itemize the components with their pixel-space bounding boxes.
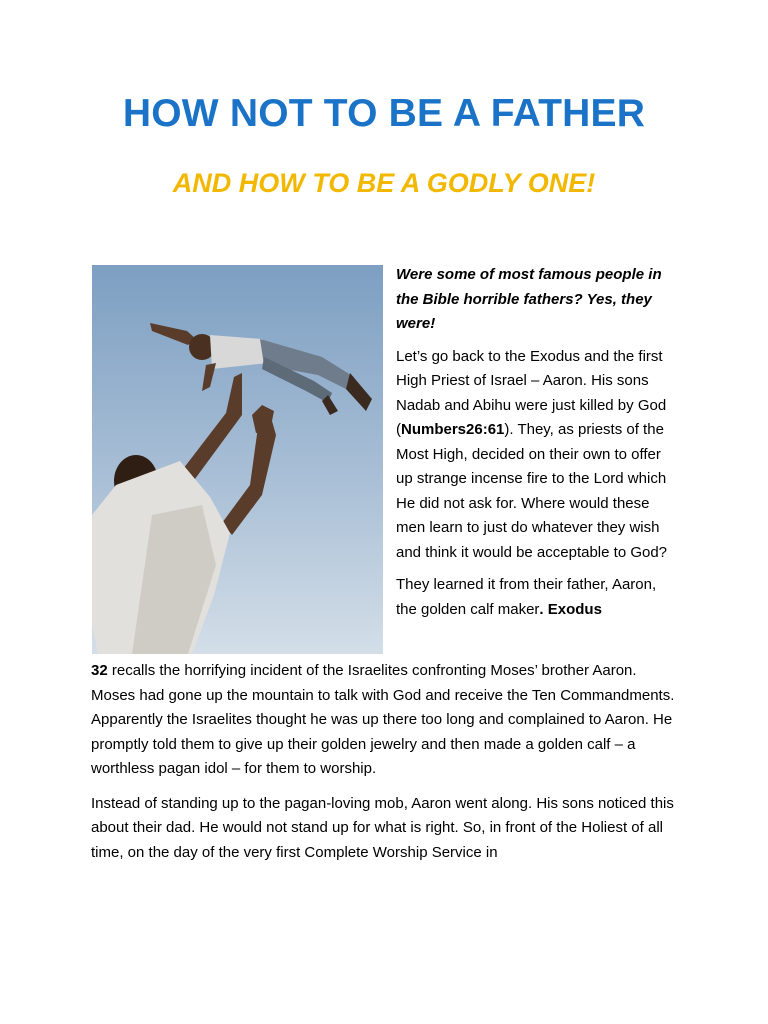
paragraph-text: ). They, as priests of the Most High, decided on their own to offer up strange incense fire to the Lord which He did not ask for. Where would these men learn to just do whatever they wish and think it would be acceptable to God? bbox=[396, 421, 668, 561]
page-title: HOW NOT TO BE A FATHER bbox=[122, 92, 646, 135]
scripture-reference: Numbers26:61 bbox=[401, 421, 505, 438]
father-throwing-child-photo bbox=[92, 265, 383, 654]
page-subtitle: AND HOW TO BE A GODLY ONE! bbox=[172, 168, 596, 198]
article-paragraph-3: Instead of standing up to the pagan-loving mob, Aaron went along. His sons noticed this about their dad. He would not stand up for what is right. So, in front of the Holiest of all time, on the day of the very first Complete Worship Service in bbox=[91, 794, 674, 861]
article-paragraph-2-start bbox=[396, 573, 678, 622]
paragraph-text: recalls the horrifying incident of the Israelites confronting Moses’ brother Aaron. Moses had gone up the mountain to talk with God and receive the Ten Commandments. Apparently the Israelites thought he was up there too long and complained to Aaron. He promptly told them to give up their golden jewelry and then made a golden calf – a worthless pagan idol – for them to worship. bbox=[91, 662, 675, 777]
scripture-reference: . Exodus bbox=[539, 600, 602, 618]
article-lead: Were some of most famous people in the Bible horrible fathers? Yes, they were! bbox=[396, 266, 662, 332]
article-paragraph-2-cont bbox=[91, 659, 681, 782]
article-paragraph-1 bbox=[396, 345, 678, 566]
article-right-column bbox=[396, 263, 678, 630]
paragraph-text: Let’s go back to the Exodus and the first High Priest of Israel – Aaron. His sons Nadab and Abihu were just killed by God ( bbox=[396, 347, 667, 438]
scripture-reference: 32 bbox=[91, 662, 108, 679]
article-full-width bbox=[91, 659, 681, 865]
paragraph-text: They learned it from their father, Aaron, the golden calf maker bbox=[396, 576, 657, 618]
